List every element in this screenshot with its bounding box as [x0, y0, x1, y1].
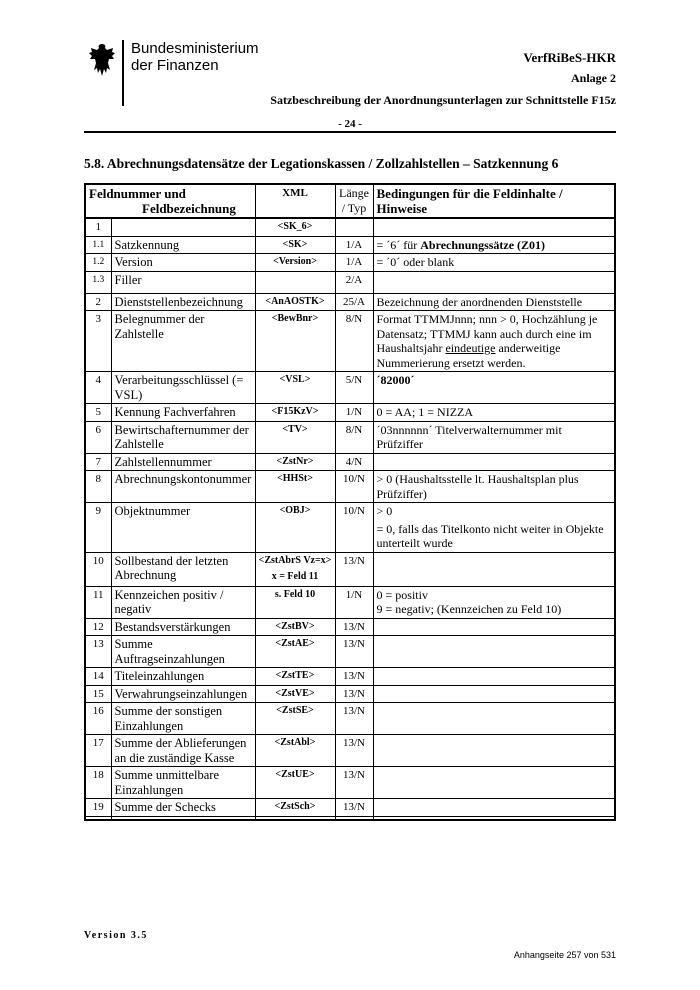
xml-tag: <ZstSE> [255, 703, 335, 735]
row-number: 7 [85, 453, 111, 471]
field-length: 13/N [335, 618, 373, 636]
field-length: 8/N [335, 421, 373, 453]
xml-tag: <AnAOSTK> [255, 293, 335, 311]
table-row [85, 293, 615, 311]
field-name: Verwahrungseinzahlungen [111, 685, 255, 703]
record-spec-table [84, 183, 616, 821]
table-row [85, 311, 615, 372]
header-rule [84, 131, 616, 133]
field-condition: 0 = positiv 9 = negativ; (Kennzeichen zu Feld 10) [373, 586, 615, 618]
field-length: 1/N [335, 404, 373, 422]
table-row [85, 799, 615, 817]
ministry-name [131, 40, 259, 74]
field-length: 10/N [335, 503, 373, 553]
field-length: 4/N [335, 453, 373, 471]
xml-tag [255, 271, 335, 293]
field-condition: > 0 = 0, falls das Titelkonto nicht weiter in Objekte unterteilt wurde [373, 503, 615, 553]
xml-tag: <F15KzV> [255, 404, 335, 422]
table-row [85, 453, 615, 471]
table-row [85, 271, 615, 293]
xml-tag: <ZstAbrS Vz=x> x = Feld 11 [255, 552, 335, 586]
field-name: Summe der Schecks [111, 799, 255, 817]
header-conditions: Bedingungen für die Feldinhalte / Hinweise [373, 184, 615, 218]
field-condition [373, 618, 615, 636]
table-row [85, 254, 615, 272]
xml-tag: <SK_6> [255, 218, 335, 236]
header-field: Feldnummer und Feldbezeichnung [85, 184, 255, 218]
field-length: 1/N [335, 586, 373, 618]
field-length: 13/N [335, 685, 373, 703]
xml-tag: <ZstAE> [255, 636, 335, 668]
xml-tag: <TV> [255, 421, 335, 453]
field-name: Summe Auftragseinzahlungen [111, 636, 255, 668]
table-row [85, 703, 615, 735]
field-condition [373, 271, 615, 293]
row-number: 9 [85, 503, 111, 553]
row-number: 19 [85, 799, 111, 817]
row-number: 1 [85, 218, 111, 236]
xml-tag: <ZstTE> [255, 668, 335, 686]
field-condition [373, 685, 615, 703]
row-number [85, 816, 111, 820]
row-number: 2 [85, 293, 111, 311]
ministry-line-1: Bundesministerium [131, 40, 259, 57]
field-name: Titeleinzahlungen [111, 668, 255, 686]
field-condition: ´03nnnnnn´ Titelverwalternummer mit Prüfziffer [373, 421, 615, 453]
xml-tag: <Version> [255, 254, 335, 272]
field-name: Satzkennung [111, 236, 255, 254]
field-name: Summe der sonstigen Einzahlungen [111, 703, 255, 735]
table-row [85, 372, 615, 404]
field-condition [373, 799, 615, 817]
field-name [111, 816, 255, 820]
header-xml: XML [255, 184, 335, 218]
field-name: Kennung Fachverfahren [111, 404, 255, 422]
xml-tag: <BewBnr> [255, 311, 335, 372]
row-number: 16 [85, 703, 111, 735]
field-length: 13/N [335, 636, 373, 668]
field-name: Bestandsverstärkungen [111, 618, 255, 636]
field-name: Abrechnungskontonummer [111, 471, 255, 503]
table-row [85, 636, 615, 668]
field-condition [373, 552, 615, 586]
field-condition: 0 = AA; 1 = NIZZA [373, 404, 615, 422]
field-condition: Format TTMMJnnn; nnn > 0, Hochzählung je Datensatz; TTMMJ kann auch durch eine im Haushaltsjahr eindeutige anderweitige Nummerierung ersetzt werden. [373, 311, 615, 372]
field-name: Summe der Ablieferungen an die zuständige Kasse [111, 735, 255, 767]
field-condition [373, 767, 615, 799]
xml-tag: <VSL> [255, 372, 335, 404]
field-condition [373, 735, 615, 767]
page-number: - 24 - [338, 118, 362, 130]
ministry-line-2: der Finanzen [131, 57, 219, 74]
field-condition: ´82000´ [373, 372, 615, 404]
xml-tag: <SK> [255, 236, 335, 254]
table-row [85, 236, 615, 254]
field-name: Belegnummer der Zahlstelle [111, 311, 255, 372]
field-condition [373, 453, 615, 471]
field-name: Summe unmittelbare Einzahlungen [111, 767, 255, 799]
field-condition [373, 218, 615, 236]
logo-divider [122, 40, 124, 106]
row-number: 4 [85, 372, 111, 404]
field-name: Dienststellenbezeichnung [111, 293, 255, 311]
xml-tag: <ZstSch> [255, 799, 335, 817]
row-number: 12 [85, 618, 111, 636]
field-condition [373, 703, 615, 735]
field-name: Sollbestand der letzten Abrechnung [111, 552, 255, 586]
annex-page-info: Anhangseite 257 von 531 [513, 950, 616, 960]
xml-tag: <HHSt> [255, 471, 335, 503]
row-number: 17 [85, 735, 111, 767]
row-number: 10 [85, 552, 111, 586]
field-name: Verarbeitungsschlüssel (= VSL) [111, 372, 255, 404]
field-condition: = ´6´ für Abrechnungssätze (Z01) [373, 236, 615, 254]
table-row [85, 552, 615, 586]
row-number: 1.2 [85, 254, 111, 272]
annex-label: Anlage 2 [571, 71, 616, 85]
header-length: Länge / Typ [335, 184, 373, 218]
field-name: Bewirtschafternummer der Zahlstelle [111, 421, 255, 453]
table-row [85, 218, 615, 236]
field-length: 13/N [335, 799, 373, 817]
field-condition [373, 636, 615, 668]
field-length: 13/N [335, 735, 373, 767]
field-length [335, 218, 373, 236]
xml-tag: <ZstBV> [255, 618, 335, 636]
table-row [85, 618, 615, 636]
field-name: Version [111, 254, 255, 272]
row-number: 18 [85, 767, 111, 799]
field-condition: Bezeichnung der anordnenden Dienststelle [373, 293, 615, 311]
field-length: 13/N [335, 552, 373, 586]
field-length [335, 816, 373, 820]
field-length: 2/A [335, 271, 373, 293]
field-length: 1/A [335, 254, 373, 272]
federal-eagle-icon [87, 40, 117, 82]
row-number: 8 [85, 471, 111, 503]
field-name: Objektnummer [111, 503, 255, 553]
document-subtitle: Satzbeschreibung der Anordnungsunterlagen zur Schnittstelle F15z [270, 93, 616, 107]
field-condition [373, 816, 615, 820]
document-id: VerfRiBeS-HKR [523, 50, 616, 65]
table-row [85, 404, 615, 422]
field-name: Filler [111, 271, 255, 293]
row-number: 11 [85, 586, 111, 618]
field-length: 25/A [335, 293, 373, 311]
table-row [85, 685, 615, 703]
row-number: 14 [85, 668, 111, 686]
xml-tag: <ZstNr> [255, 453, 335, 471]
xml-tag: s. Feld 10 [255, 586, 335, 618]
field-length: 13/N [335, 668, 373, 686]
xml-tag: <OBJ> [255, 503, 335, 553]
field-length: 13/N [335, 703, 373, 735]
row-number: 1.3 [85, 271, 111, 293]
table-row [85, 816, 615, 820]
row-number: 15 [85, 685, 111, 703]
table-row [85, 586, 615, 618]
field-length: 13/N [335, 767, 373, 799]
table-row [85, 735, 615, 767]
xml-tag: <ZstVE> [255, 685, 335, 703]
row-number: 6 [85, 421, 111, 453]
field-length: 1/A [335, 236, 373, 254]
row-number: 1.1 [85, 236, 111, 254]
field-condition [373, 668, 615, 686]
field-length: 5/N [335, 372, 373, 404]
field-name: Kennzeichen positiv / negativ [111, 586, 255, 618]
table-header-row [85, 184, 615, 218]
field-name: Zahlstellennummer [111, 453, 255, 471]
table-row [85, 471, 615, 503]
row-number: 3 [85, 311, 111, 372]
section-title: 5.8. Abrechnungsdatensätze der Legationskassen / Zollzahlstellen – Satzkennung 6 [84, 156, 559, 171]
table-row [85, 503, 615, 553]
xml-tag: <ZstAbl> [255, 735, 335, 767]
field-length: 8/N [335, 311, 373, 372]
table-row [85, 668, 615, 686]
table-row [85, 421, 615, 453]
xml-tag: <ZstUE> [255, 767, 335, 799]
table-row [85, 767, 615, 799]
field-length: 10/N [335, 471, 373, 503]
xml-tag [255, 816, 335, 820]
field-name [111, 218, 255, 236]
document-version: Version 3.5 [84, 930, 148, 941]
field-condition: > 0 (Haushaltsstelle lt. Haushaltsplan plus Prüfziffer) [373, 471, 615, 503]
row-number: 13 [85, 636, 111, 668]
field-condition: = ´0´ oder blank [373, 254, 615, 272]
row-number: 5 [85, 404, 111, 422]
